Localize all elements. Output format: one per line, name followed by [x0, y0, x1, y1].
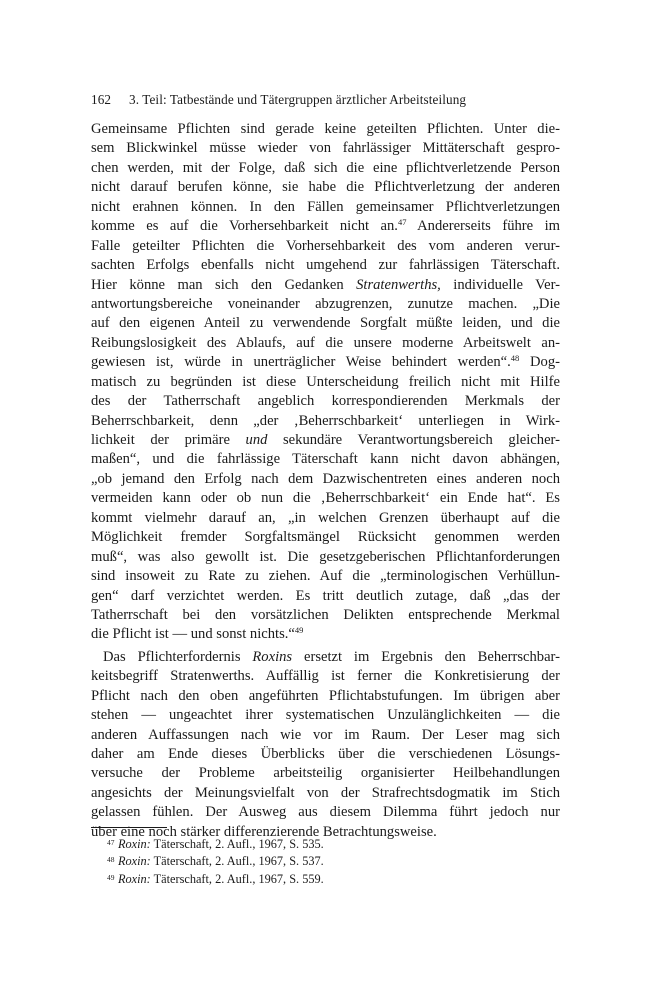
text-run: gelassen fühlen. Der Ausweg aus diesem Dilemma führt jedoch nur: [91, 804, 560, 821]
text-line: [91, 509, 560, 528]
text-run: komme es auf die Vorhersehbarkeit nicht an.: [91, 218, 398, 235]
text-line: [91, 687, 560, 706]
page-number: 162: [91, 92, 112, 107]
text-run: Möglichkeit fremder Sorgfaltsmängel Rücksicht genommen werden: [91, 529, 560, 546]
text-run: nicht darauf berufen könne, sie habe die Pflichtverletzung der anderen: [91, 179, 560, 196]
text-line: [91, 431, 560, 450]
footnote-separator: [91, 827, 167, 828]
text-line: [91, 334, 560, 353]
text-run: chen werden, mit der Folge, daß sich die eine pflichtverletzende Person: [91, 159, 560, 176]
footnote: 47 Roxin: Täterschaft, 2. Aufl., 1967, S. 535.: [107, 837, 324, 851]
footnote-ref: 47: [397, 217, 407, 228]
text-line: [91, 139, 560, 158]
text-line: [91, 159, 560, 178]
footnotes: [107, 836, 407, 888]
text-run: matisch zu begründen ist diese Unterscheidung freilich nicht mit Hilfe: [91, 373, 560, 390]
text-line: [91, 625, 560, 644]
text-run: Das Pflichterfordernis: [103, 648, 253, 665]
text-run: Beherrschbarkeit, denn „der ‚Beherrschbarkeit‘ unterliegen in Wirk-: [91, 412, 560, 429]
footnote-text: Täterschaft, 2. Aufl., 1967, S. 535.: [150, 837, 324, 851]
text-line: [91, 567, 560, 586]
footnote: 48 Roxin: Täterschaft, 2. Aufl., 1967, S. 537.: [107, 854, 324, 869]
text-run: Reibungslosigkeit des Ablaufs, auf die unsere moderne Arbeitswelt an-: [91, 334, 560, 351]
footnote-ref: 48: [510, 353, 520, 364]
text-line: [91, 587, 560, 606]
text-line: [91, 314, 560, 333]
text-line: [91, 392, 560, 411]
text-run: keitsbegriff Stratenwerths. Auffällig ist ferner die Konkretisierung der: [91, 668, 560, 685]
text-run: antwortungsbereiche voneinander abzugrenzen, zunutze machen. „Die: [91, 295, 560, 312]
text-run: kommt vielmehr darauf an, „in welchen Grenzen überhaupt auf die: [91, 509, 560, 526]
text-run: Pflicht nach den oben angeführten Pflichtabstufungen. Im übrigen aber: [91, 687, 560, 704]
text-run: die Pflicht ist — und sonst nichts.“: [91, 626, 295, 643]
footnote: 49 Roxin: Täterschaft, 2. Aufl., 1967, S. 559.: [107, 871, 324, 886]
text-run: versuche der Probleme arbeitsteilig organisierter Heilbehandlungen: [91, 765, 560, 782]
text-line: [91, 120, 560, 139]
text-run: anderen Auffassungen nach wie vor im Raum. Der Leser mag sich: [91, 726, 560, 743]
text-line: [91, 606, 560, 625]
text-run: sind insoweit zu Rate zu ziehen. Auf die „terminologischen Verhüllun-: [91, 568, 560, 585]
text-run: Tatherrschaft bei den vorsätzlichen Delikten entsprechende Merkmal: [91, 606, 560, 623]
text-line: [91, 178, 560, 197]
text-run: lichkeit der primäre: [91, 432, 246, 448]
footnote-author: Roxin:: [118, 871, 151, 886]
text-line: [91, 295, 560, 314]
text-run: auf den eigenen Anteil zu verwendende Sorgfalt müßte leiden, und die: [91, 315, 560, 332]
text-run: sachten Erfolgs ebenfalls nicht umgehend zur fahrlässigen Täterschaft.: [91, 257, 560, 274]
running-header: [91, 92, 561, 108]
text-run: stehen — ungeachtet ihrer systematischen Unzulänglichkeiten — die: [91, 707, 560, 724]
text-line: [91, 706, 560, 725]
text-run: Andererseits führe im: [406, 218, 560, 235]
text-run: muß“, was also gewollt ist. Die gesetzgeberischen Pflichtanforderungen: [91, 548, 560, 565]
emphasis: Roxins: [252, 648, 293, 665]
text-run: Hier könne man sich den Gedanken: [91, 276, 357, 293]
footnote-author: Roxin:: [118, 854, 151, 869]
body-text: [91, 120, 560, 842]
text-run: Dog-: [519, 354, 560, 371]
text-run: maßen“, und die fahrlässige Täterschaft kann nicht davon abhängen,: [91, 451, 560, 468]
footnote-text: Täterschaft, 2. Aufl., 1967, S. 559.: [150, 871, 324, 886]
text-line: [91, 450, 560, 469]
footnote-ref: 49: [294, 625, 304, 636]
text-line: [91, 745, 560, 764]
text-run: ersetzt im Ergebnis den Beherrschbar-: [292, 648, 560, 665]
emphasis: und: [245, 432, 268, 448]
text-line: [91, 256, 560, 275]
text-line: [91, 237, 560, 256]
text-run: angesichts der Meinungsvielfalt von der Strafrechtsdogmatik im Stich: [91, 784, 560, 801]
text-line: [91, 217, 560, 236]
text-line: [91, 470, 560, 489]
text-line: [91, 648, 560, 667]
text-line: [91, 276, 560, 295]
text-line: [91, 726, 560, 745]
footnote-text: Täterschaft, 2. Aufl., 1967, S. 537.: [150, 854, 324, 869]
text-line: [91, 353, 560, 372]
text-line: [91, 784, 560, 803]
text-line: [91, 528, 560, 547]
text-run: Falle geteilter Pflichten die Vorhersehbarkeit des vom anderen verur-: [91, 237, 560, 254]
text-line: [91, 373, 560, 392]
text-run: über eine noch stärker differenzierende Betrachtungsweise.: [91, 823, 437, 840]
text-line: [91, 803, 560, 822]
text-line: [91, 489, 560, 508]
emphasis: Stratenwerths,: [356, 276, 441, 293]
text-line: [91, 548, 560, 567]
running-title: 3. Teil: Tatbestände und Tätergruppen ärztlicher Arbeitsteilung: [129, 92, 467, 107]
text-run: daher am Ende dieses Überblicks über die verschiedenen Lösungs-: [91, 746, 560, 762]
text-run: gen“ darf verzichtet werden. Es tritt deutlich zutage, daß „das der: [91, 587, 560, 604]
text-run: vermeiden kann oder ob nun die ‚Beherrschbarkeit‘ ein Ende hat“. Es: [91, 490, 560, 507]
text-line: [91, 667, 560, 686]
text-run: „ob jemand den Erfolg nach dem Dazwischentreten eines anderen noch: [91, 470, 560, 487]
text-run: gewiesen ist, würde in unerträglicher Weise behindert werden“.: [91, 354, 511, 371]
text-line: [91, 198, 560, 217]
text-run: Gemeinsame Pflichten sind gerade keine geteilten Pflichten. Unter die-: [91, 121, 560, 137]
text-run: individuelle Ver-: [440, 276, 560, 293]
text-run: des der Tatherrschaft angeblich korrespondierenden Merkmals der: [91, 393, 560, 410]
text-run: sekundäre Verantwortungsbereich gleicher-: [267, 432, 560, 448]
text-line: [91, 764, 560, 783]
footnote-author: Roxin:: [118, 837, 151, 851]
text-run: nicht erahnen können. In den Fällen gemeinsamer Pflichtverletzungen: [91, 198, 560, 215]
text-run: sem Blickwinkel müsse wieder von fahrlässiger Mittäterschaft gespro-: [91, 140, 560, 157]
text-line: [91, 412, 560, 431]
